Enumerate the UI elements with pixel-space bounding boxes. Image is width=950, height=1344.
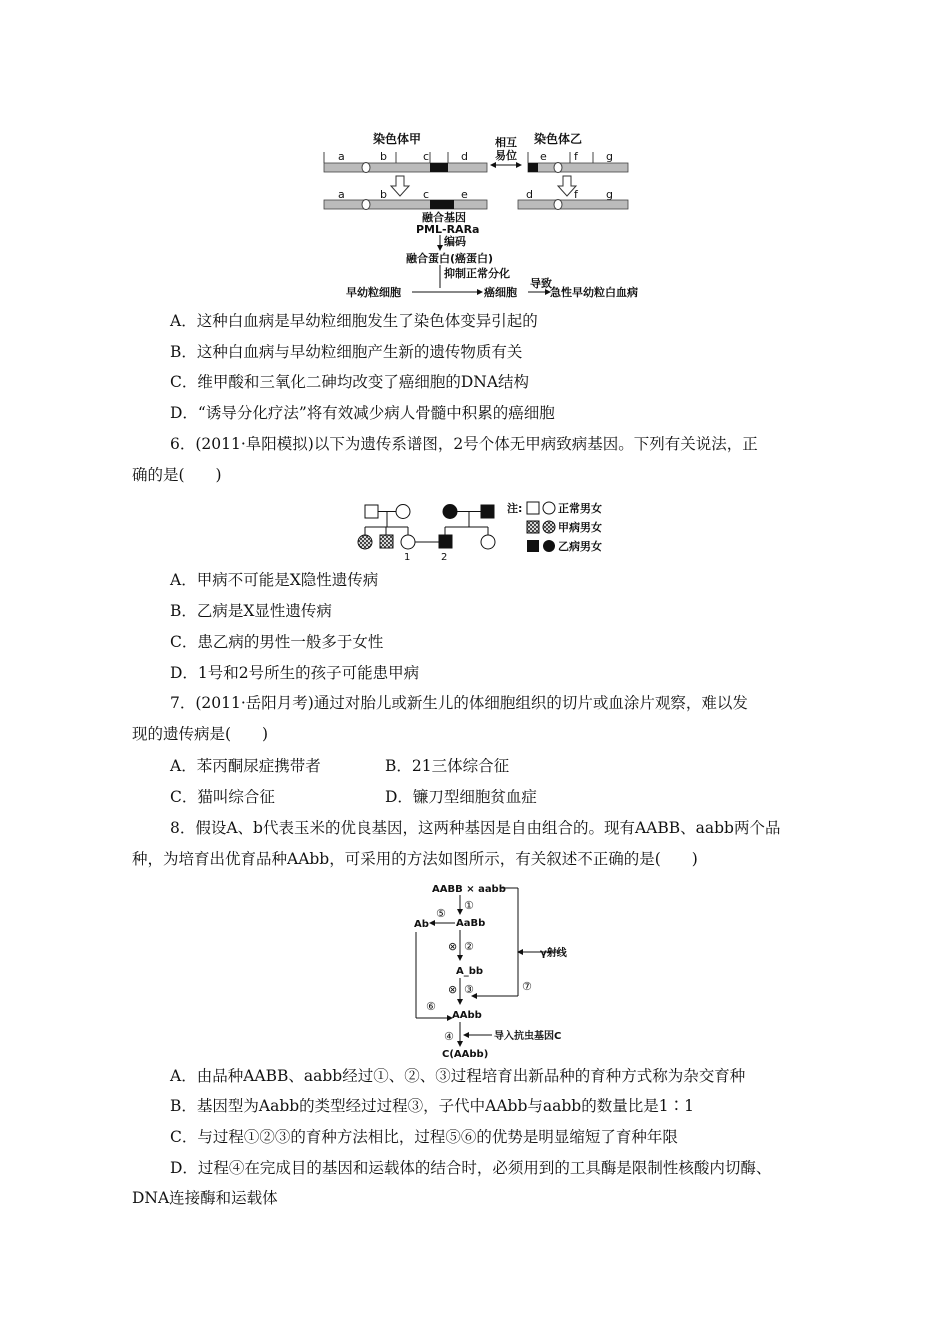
q5-option-c: C．维甲酸和三氧化二砷均改变了癌细胞的DNA结构 xyxy=(170,373,530,391)
cancer-cell-label: 癌细胞 xyxy=(484,286,517,299)
step-4: ④ xyxy=(444,1030,454,1043)
exchange-label-2: 易位 xyxy=(495,149,517,162)
step-3: ③ xyxy=(464,983,474,996)
exchange-label-1: 相互 xyxy=(495,136,517,149)
step-2: ② xyxy=(464,940,474,953)
chrom-a-label: 染色体甲 xyxy=(373,132,422,146)
legend-normal: 正常男女 xyxy=(558,502,602,515)
q6-option-a: A．甲病不可能是X隐性遗传病 xyxy=(170,571,379,589)
breeding-figure xyxy=(400,880,600,1060)
leads-to-label: 导致 xyxy=(530,277,552,290)
q7-stem-line1: 7．(2011·岳阳月考)通过对胎儿或新生儿的体细胞组织的切片或血涂片观察，难以发 xyxy=(170,694,748,712)
gene-label: b xyxy=(380,188,387,201)
chrom-b-label: 染色体乙 xyxy=(534,132,583,146)
import-gene-label: 导入抗虫基因C xyxy=(494,1031,562,1042)
gamma-ray-label: γ射线 xyxy=(540,948,567,959)
individual-1-label: 1 xyxy=(404,552,411,563)
gene-label: c xyxy=(423,188,430,201)
chromosome-a-bottom xyxy=(324,200,487,209)
gene-label: d xyxy=(461,150,468,163)
disease-label: 急性早幼粒白血病 xyxy=(550,286,638,299)
gene-label: f xyxy=(574,188,578,201)
gene-label: e xyxy=(461,188,468,201)
q8-stem-line2: 种，为培育出优育品种AAbb，可采用的方法如图所示，有关叙述不正确的是( ) xyxy=(132,850,698,868)
pedigree-figure xyxy=(355,497,625,565)
individual-2-label: 2 xyxy=(441,552,448,563)
f1-genotype: AaBb xyxy=(456,918,486,929)
gene-label: c xyxy=(423,150,430,163)
q6-option-d: D．1号和2号所生的孩子可能患甲病 xyxy=(170,664,420,682)
q7-option-c: C．猫叫综合征 xyxy=(170,788,275,806)
q6-option-c: C．患乙病的男性一般多于女性 xyxy=(170,633,384,651)
haploid-ab: Ab xyxy=(414,919,429,930)
inhibit-label: 抑制正常分化 xyxy=(444,267,510,280)
gene-label: g xyxy=(606,188,613,201)
gene-label: a xyxy=(338,188,345,201)
gene-label: e xyxy=(540,150,547,163)
q7-option-d: D．镰刀型细胞贫血症 xyxy=(385,788,537,806)
q5-option-d: D．“诱导分化疗法”将有效减少病人骨髓中积累的癌细胞 xyxy=(170,404,555,422)
gene-label: f xyxy=(574,150,578,163)
step-6: ⑥ xyxy=(426,1000,436,1013)
q8-option-b: B．基因型为Aabb的类型经过过程③，子代中AAbb与aabb的数量比是1∶1 xyxy=(170,1097,694,1115)
step-5: ⑤ xyxy=(436,907,446,920)
q8-option-a: A．由品种AABB、aabb经过①、②、③过程培育出新品种的育种方式称为杂交育种 xyxy=(170,1067,746,1085)
q5-option-a: A．这种白血病是早幼粒细胞发生了染色体变异引起的 xyxy=(170,312,538,330)
gene-label: a xyxy=(338,150,345,163)
q8-option-d-continued: DNA连接酶和运载体 xyxy=(132,1189,278,1207)
fusion-gene-name: PML-RARa xyxy=(416,223,480,236)
f2-genotype: A_bb xyxy=(456,966,484,977)
final-genotype: C(AAbb) xyxy=(442,1049,489,1060)
step-7: ⑦ xyxy=(522,980,532,993)
chromosome-b-bottom xyxy=(518,200,628,209)
selfing-symbol: ⊗ xyxy=(448,983,458,996)
chromosome-a-top xyxy=(324,163,487,172)
fusion-protein-label: 融合蛋白(癌蛋白) xyxy=(406,252,494,265)
q6-stem-line1: 6．(2011·阜阳模拟)以下为遗传系谱图，2号个体无甲病致病基因。下列有关说法，正 xyxy=(170,435,758,453)
selfing-symbol: ⊗ xyxy=(448,940,458,953)
gene-label: b xyxy=(380,150,387,163)
encode-label: 编码 xyxy=(444,235,466,248)
parents-label: AABB × aabb xyxy=(432,884,506,895)
legend-title: 注: xyxy=(507,502,523,515)
gene-label: d xyxy=(526,188,533,201)
q7-option-a: A．苯丙酮尿症携带者 xyxy=(170,757,321,775)
q6-stem-line2: 确的是( ) xyxy=(132,466,222,484)
step-1: ① xyxy=(464,899,474,912)
start-cell-label: 早幼粒细胞 xyxy=(346,286,401,299)
legend-disease-a: 甲病男女 xyxy=(558,521,602,534)
q7-stem-line2: 现的遗传病是( ) xyxy=(132,725,269,743)
translocation-figure xyxy=(318,128,648,304)
q8-stem-line1: 8．假设A、b代表玉米的优良基因，这两种基因是自由组合的。现有AABB、aabb两个品 xyxy=(170,819,781,837)
legend-disease-b: 乙病男女 xyxy=(558,540,602,553)
q8-option-d: D．过程④在完成目的基因和运载体的结合时，必须用到的工具酶是限制性核酸内切酶、 xyxy=(170,1159,772,1177)
down-arrow-icon xyxy=(391,176,409,196)
gene-label: g xyxy=(606,150,613,163)
fusion-gene-label: 融合基因 xyxy=(422,211,466,224)
chromosome-b-top xyxy=(528,163,628,172)
q8-option-c: C．与过程①②③的育种方法相比，过程⑤⑥的优势是明显缩短了育种年限 xyxy=(170,1128,678,1146)
q6-option-b: B．乙病是X显性遗传病 xyxy=(170,602,332,620)
target-genotype: AAbb xyxy=(452,1010,482,1021)
q7-option-b: B．21三体综合征 xyxy=(385,757,510,775)
q5-option-b: B．这种白血病与早幼粒细胞产生新的遗传物质有关 xyxy=(170,343,523,361)
